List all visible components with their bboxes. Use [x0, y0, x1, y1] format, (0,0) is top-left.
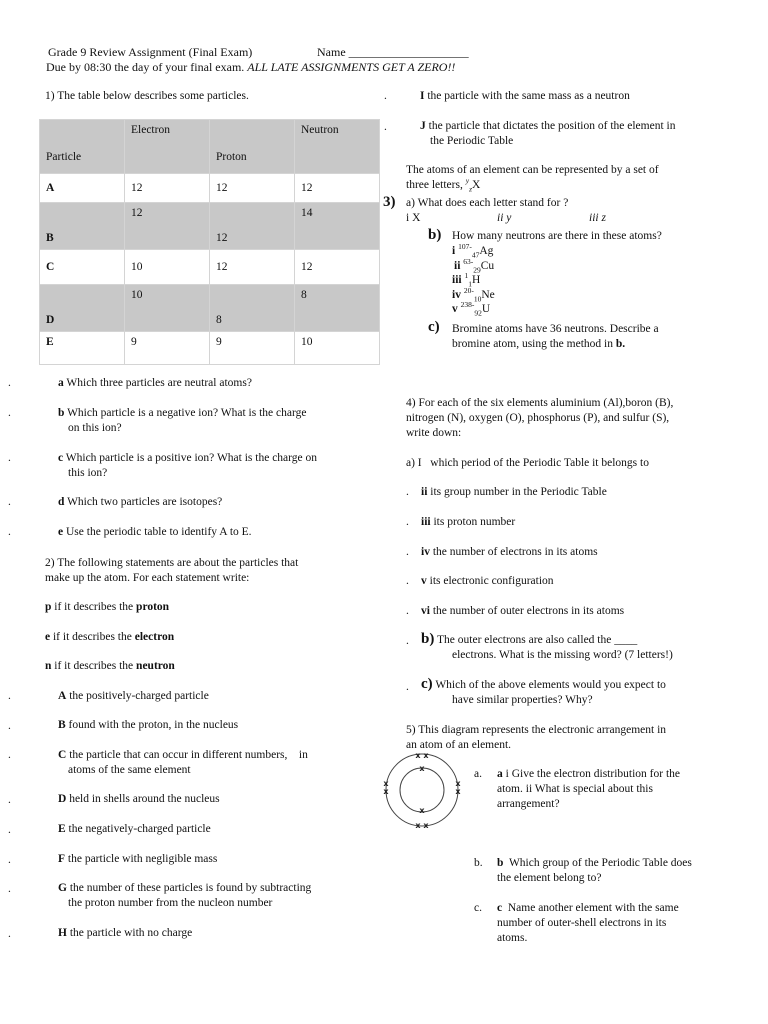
key-text: if it describes the	[50, 631, 135, 643]
q2-intro-line-2: make up the atom. For each statement write:	[45, 572, 250, 584]
item-text: the negatively-charged particle	[68, 823, 211, 835]
item-letter: D	[58, 793, 67, 805]
item-letter: E	[58, 823, 66, 835]
q5-item-b	[497, 856, 692, 871]
statement-item	[58, 881, 311, 896]
element-symbol: U	[481, 303, 491, 315]
q2-intro-line-1: 2) The following statements are about the particles that	[45, 557, 299, 569]
due-text: Due by 08:30 the day of your final exam.	[46, 60, 248, 74]
c-text: bromine atom, using the method in	[452, 338, 616, 350]
table-cell: D	[40, 285, 125, 332]
table-cell: 10	[125, 250, 210, 285]
roman: v	[421, 575, 427, 587]
item-letter: b	[58, 407, 65, 419]
q5-intro-line-2: an atom of an element.	[406, 739, 512, 751]
item-text-continued: the element belong to?	[497, 872, 602, 884]
header-cell: Neutron	[295, 120, 380, 174]
bullet: .	[8, 407, 11, 419]
statement-item	[58, 852, 217, 867]
item-letter: d	[58, 496, 65, 508]
table-cell: 10	[295, 332, 380, 365]
electron: x	[415, 821, 421, 830]
roman: v	[452, 303, 461, 315]
superscript-y: y	[465, 176, 470, 186]
item-text-continued: arrangement?	[497, 798, 560, 810]
bullet: .	[8, 526, 11, 538]
q4-intro-line-3: write down:	[406, 427, 462, 439]
item-text: Which group of the Periodic Table does	[503, 857, 692, 869]
item-text-continued: atom. ii What is special about this	[497, 783, 653, 795]
item-letter: G	[58, 882, 67, 894]
bullet: .	[8, 452, 11, 464]
item-text: the particle that dictates the position of the element in	[428, 120, 676, 132]
q4-item	[421, 604, 624, 619]
question-item	[58, 406, 306, 421]
element-symbol: H	[471, 274, 481, 286]
table-cell: 12	[210, 174, 295, 203]
item-text: i Give the electron distribution for the	[502, 768, 680, 780]
item-text: found with the proton, in the nucleus	[68, 719, 239, 731]
key-letter: e	[45, 631, 51, 643]
bullet: .	[8, 749, 11, 761]
item-letter: c	[497, 902, 503, 914]
item-letter: J	[420, 120, 426, 132]
q4-c-text-2: have similar properties? Why?	[452, 694, 593, 706]
item-letter: C	[58, 749, 67, 761]
header-cell: Electron	[125, 120, 210, 174]
bullet: .	[406, 681, 409, 693]
question-item	[58, 495, 222, 510]
bullet: .	[8, 883, 11, 895]
statement-item	[58, 792, 220, 807]
item-text: Which two particles are isotopes?	[67, 496, 223, 508]
item-letter: H	[58, 927, 67, 939]
table-cell: 12	[295, 250, 380, 285]
item-letter: e	[58, 526, 64, 538]
table-row	[40, 332, 380, 365]
q5-intro-line-1: 5) This diagram represents the electronic arrangement in	[406, 724, 667, 736]
q3-a-item-iii: iii z	[589, 212, 606, 224]
item-text: the particle with negligible mass	[67, 853, 218, 865]
electron: x	[415, 752, 421, 760]
bullet: .	[8, 690, 11, 702]
name-field-label: Name ____________________	[317, 45, 469, 59]
table-cell: 12	[125, 174, 210, 203]
q4-item	[421, 485, 607, 500]
item-text: the number of electrons in its atoms	[432, 546, 598, 558]
roman: iv	[421, 546, 430, 558]
roman: ii	[454, 259, 464, 272]
electron: x	[455, 787, 461, 796]
atomic-number: 29	[473, 264, 481, 274]
q5-item-marker: a.	[474, 768, 482, 780]
table-row	[40, 174, 380, 203]
statement-item	[58, 718, 238, 733]
item-text: Which particle is a positive ion? What is the charge on	[65, 452, 318, 464]
q4-item	[421, 574, 554, 589]
table-cell: 8	[210, 285, 295, 332]
late-warning: ALL LATE ASSIGNMENTS GET A ZERO!!	[247, 60, 456, 74]
bullet: .	[406, 605, 409, 617]
mass-number: 63-	[463, 256, 474, 266]
item-text: the particle with the same mass as a neutron	[427, 90, 630, 102]
item-letter: c	[58, 452, 64, 464]
c-text-bold: b.	[615, 338, 626, 350]
electron: x	[423, 821, 429, 830]
q3-b-label: b)	[428, 227, 442, 243]
electron-shell-diagram	[378, 752, 468, 830]
atomic-number: 1	[468, 279, 472, 289]
mass-number: 107-	[458, 242, 472, 252]
statement-item	[58, 926, 192, 941]
item-text: the number of outer electrons in its atoms	[432, 605, 625, 617]
item-text-continued: atoms.	[497, 932, 528, 944]
bullet: .	[406, 575, 409, 587]
statement-item	[58, 822, 211, 837]
item-text-continued: the Periodic Table	[430, 135, 514, 147]
bullet: .	[406, 546, 409, 558]
statement-item	[58, 748, 308, 763]
q3-c-text-1: Bromine atoms have 36 neutrons. Describe a	[452, 323, 659, 335]
key-word: proton	[136, 601, 170, 613]
q4-c	[421, 677, 666, 693]
subscript-z: z	[469, 184, 472, 194]
key-text: if it describes the	[51, 601, 137, 613]
roman: vi	[421, 605, 430, 617]
table-cell: 14	[295, 203, 380, 250]
table-cell: 12	[210, 203, 295, 250]
q5-item-marker: b.	[474, 857, 483, 869]
assignment-title: Grade 9 Review Assignment (Final Exam)	[48, 45, 253, 59]
item-letter: I	[420, 90, 425, 102]
table-cell: 12	[295, 174, 380, 203]
electron: x	[419, 764, 425, 773]
table-cell: 8	[295, 285, 380, 332]
table-cell: 9	[125, 332, 210, 365]
item-text: the particle that can occur in different numbers, in	[69, 749, 308, 761]
table-header-row	[40, 120, 380, 174]
item-text: Use the periodic table to identify A to E.	[65, 526, 252, 538]
roman: i	[452, 245, 459, 257]
element-symbol: Cu	[480, 259, 495, 272]
item-text-continued: number of outer-shell electrons in its	[497, 917, 667, 929]
electron: x	[383, 779, 389, 788]
bullet: .	[8, 794, 11, 806]
roman: iv	[452, 288, 464, 301]
intro-text: three letters,	[406, 179, 466, 191]
item-text: its electronic configuration	[429, 575, 554, 587]
key-word: neutron	[136, 660, 175, 672]
table-row	[40, 285, 380, 332]
table-cell: 10	[125, 285, 210, 332]
isotope-item	[452, 244, 495, 259]
isotope-item	[452, 256, 495, 274]
item-letter: B	[58, 719, 66, 731]
bullet: .	[406, 486, 409, 498]
bullet: .	[8, 377, 11, 389]
table-row	[40, 250, 380, 285]
mass-number: 20-	[463, 285, 474, 295]
atomic-number: 10	[473, 293, 482, 303]
q3-a-item-i: i X	[406, 212, 421, 224]
item-text-continued: on this ion?	[68, 422, 122, 434]
bullet: .	[8, 854, 11, 866]
electron: x	[419, 806, 425, 815]
electron: x	[383, 787, 389, 796]
item-text: Which particle is a negative ion? What is the charge	[67, 407, 307, 419]
item-text: the particle with no charge	[69, 927, 193, 939]
item-letter: F	[58, 853, 66, 865]
statement-item	[58, 689, 209, 704]
bullet: .	[8, 928, 11, 940]
bullet: .	[384, 121, 387, 133]
table-cell: B	[40, 203, 125, 250]
q3-number: 3)	[383, 194, 396, 210]
item-text-continued: this ion?	[68, 467, 108, 479]
item-text: its proton number	[433, 516, 516, 528]
bullet: .	[8, 824, 11, 836]
q1-intro: 1) The table below describes some particles.	[45, 90, 249, 102]
q3-a-item-ii: ii y	[497, 212, 512, 224]
q5-item-a	[497, 767, 680, 782]
roman: iii	[421, 516, 431, 528]
bullet: .	[406, 635, 409, 647]
item-letter: A	[58, 690, 67, 702]
answer-key-neutron	[45, 659, 175, 674]
answer-key-electron	[45, 630, 174, 645]
answer-key-proton	[45, 600, 169, 615]
electron: x	[423, 752, 429, 760]
question-item	[58, 376, 252, 391]
q4-item	[421, 545, 598, 560]
q3-a-text: a) What does each letter stand for ?	[406, 197, 569, 209]
due-line	[46, 60, 455, 75]
element-symbol: Ag	[479, 245, 494, 257]
q4-intro-line-2: nitrogen (N), oxygen (O), phosphorus (P), and sulfur (S),	[406, 412, 670, 424]
q3-intro-line-2	[406, 178, 480, 193]
item-text-continued: atoms of the same element	[68, 764, 191, 776]
electron: x	[455, 779, 461, 788]
item-text: the positively-charged particle	[69, 690, 209, 702]
symbol-x: X	[471, 179, 481, 191]
q3-b-items	[452, 244, 495, 317]
key-text: if it describes the	[51, 660, 137, 672]
header-cell: Proton	[210, 120, 295, 174]
table-cell: 9	[210, 332, 295, 365]
item-text-continued: the proton number from the nucleon number	[68, 897, 273, 909]
item-text: its group number in the Periodic Table	[430, 486, 607, 498]
q3-c-label: c)	[428, 319, 440, 335]
bullet: .	[8, 496, 11, 508]
bullet: .	[384, 90, 387, 102]
item-letter: a	[497, 768, 503, 780]
table-cell: C	[40, 250, 125, 285]
table-cell: 12	[210, 250, 295, 285]
q4-item	[421, 515, 515, 530]
item-letter: b	[497, 857, 504, 869]
item-text: Which three particles are neutral atoms?	[66, 377, 252, 389]
q4-b	[421, 632, 637, 648]
mass-number: 238-	[460, 300, 475, 310]
q3-b-text: How many neutrons are there in these atoms?	[452, 230, 662, 242]
atomic-number: 47	[471, 250, 480, 260]
q4-b-text-2: electrons. What is the missing word? (7 letters!)	[452, 649, 673, 661]
question-item	[58, 451, 317, 466]
isotope-item	[452, 302, 495, 317]
key-letter: n	[45, 660, 52, 672]
atomic-number: 92	[474, 308, 482, 318]
q4-intro-line-1: 4) For each of the six elements aluminium (Al),boron (B),	[406, 397, 674, 409]
statement-item	[420, 119, 675, 134]
key-word: electron	[134, 631, 175, 643]
table-cell: A	[40, 174, 125, 203]
particles-table	[39, 119, 380, 365]
item-letter: a	[58, 377, 64, 389]
item-text: Name another element with the same	[502, 902, 679, 914]
q4-c-label: c)	[421, 676, 433, 692]
roman: iii	[452, 274, 465, 286]
table-row	[40, 203, 380, 250]
bullet: .	[8, 720, 11, 732]
q4-c-text-1: Which of the above elements would you expect to	[435, 679, 666, 691]
q4-a-line: a) I which period of the Periodic Table it belongs to	[406, 457, 649, 469]
item-text: the number of these particles is found by subtracting	[69, 882, 312, 894]
table-cell: E	[40, 332, 125, 365]
element-symbol: Ne	[481, 288, 495, 301]
bullet: .	[406, 516, 409, 528]
q3-c-text-2	[452, 337, 625, 352]
question-item	[58, 525, 252, 540]
q5-item-marker: c.	[474, 902, 482, 914]
item-text: held in shells around the nucleus	[69, 793, 220, 805]
mass-number: 1	[464, 271, 469, 281]
q3-intro-line-1: The atoms of an element can be represented by a set of	[406, 164, 659, 176]
table-cell: 12	[125, 203, 210, 250]
q4-b-label: b)	[421, 631, 435, 647]
key-letter: p	[45, 601, 52, 613]
roman: ii	[421, 486, 428, 498]
statement-item	[420, 89, 630, 104]
q5-item-c	[497, 901, 679, 916]
q4-b-text-1: The outer electrons are also called the ____	[437, 634, 638, 646]
header-cell: Particle	[40, 120, 125, 174]
